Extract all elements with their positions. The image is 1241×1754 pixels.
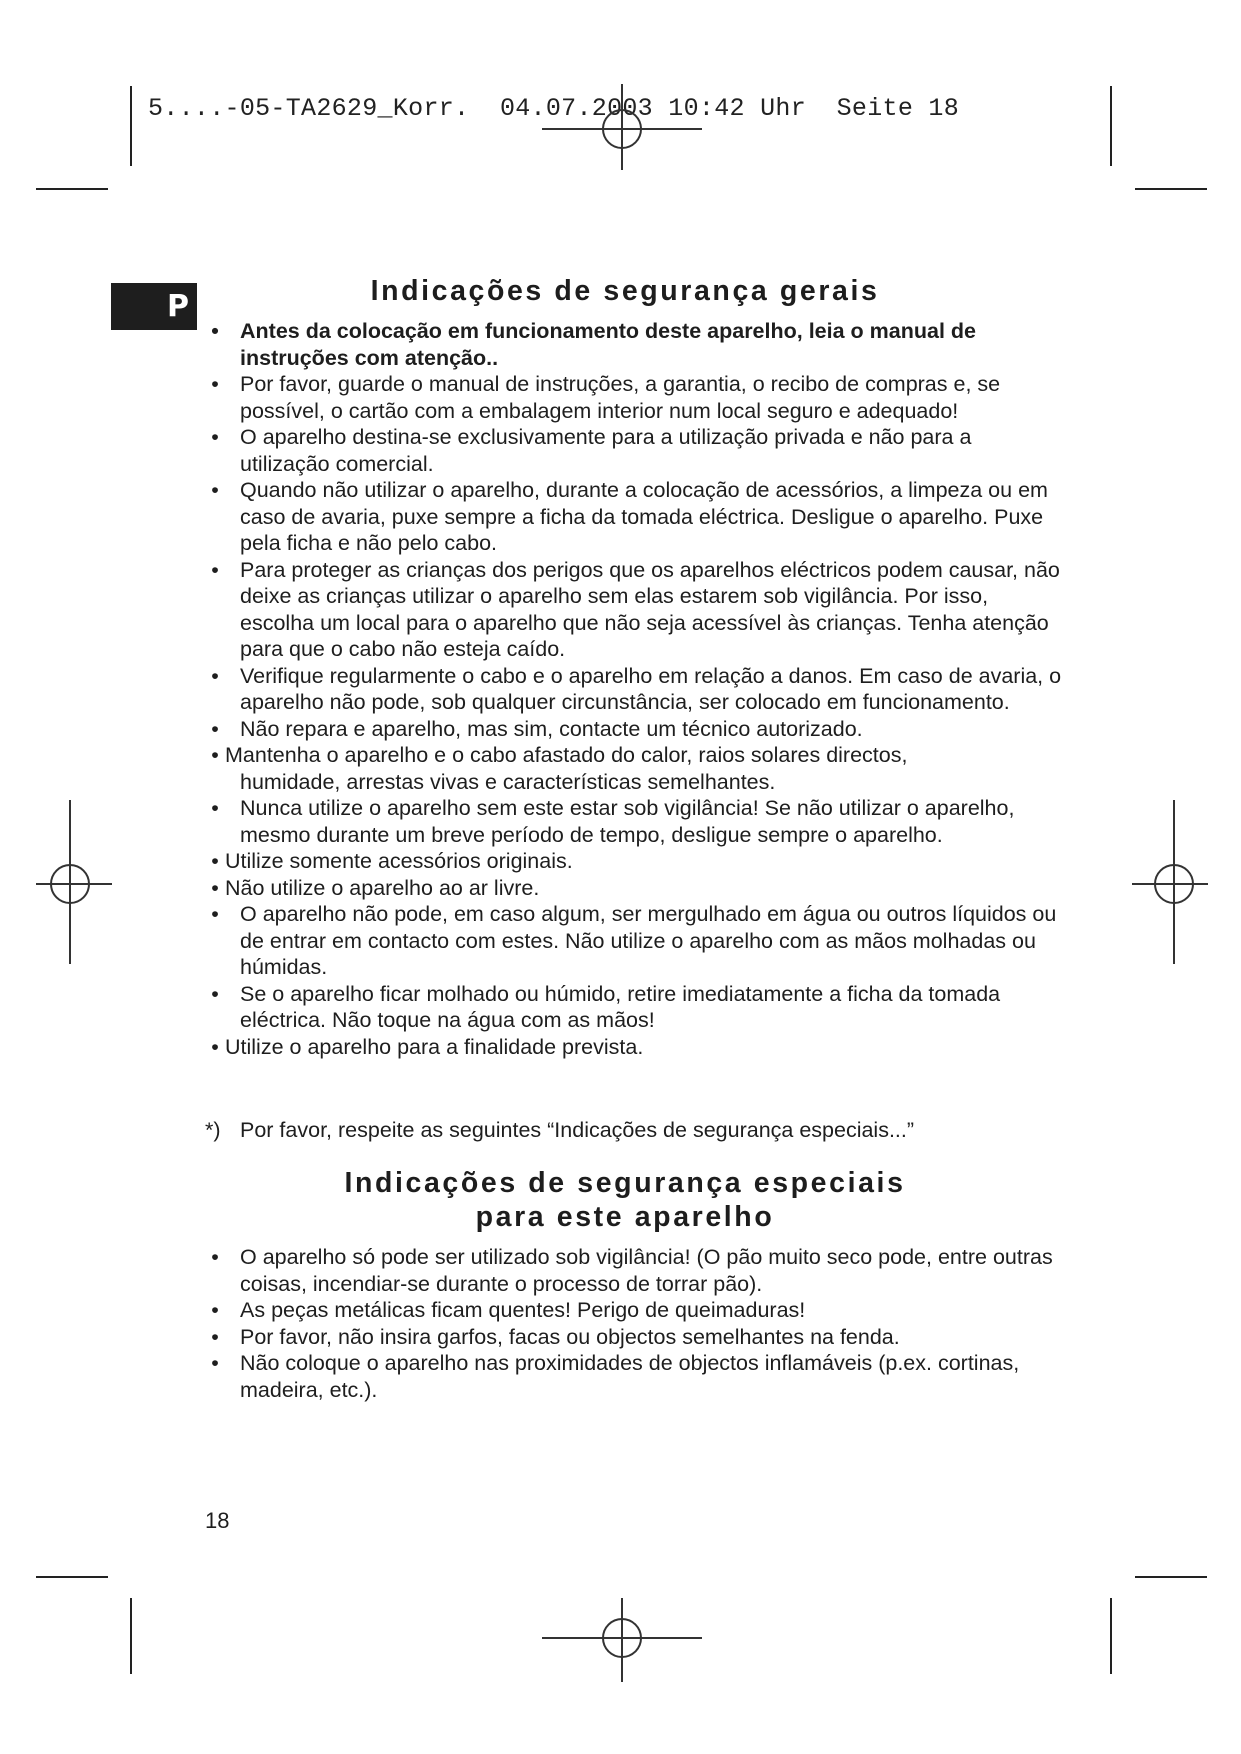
registration-mark-top-icon	[540, 84, 704, 170]
special-safety-list	[205, 1244, 1065, 1403]
crop-mark-bottom-right-h	[1135, 1576, 1207, 1578]
registration-mark-right-icon	[1130, 800, 1208, 964]
list-item: • Se o aparelho ficar molhado ou húmido, retire imediatamente a ficha da tomada eléctrica. Não toque na água com as mãos!	[211, 981, 1001, 1032]
language-tab: P	[111, 283, 197, 330]
section-title-special	[205, 1166, 1045, 1234]
list-item: • Mantenha o aparelho e o cabo afastado do calor, raios solares directos, humidade, arrestas vivas e características semelhantes.	[211, 743, 908, 794]
list-item: • Não utilize o aparelho ao ar livre.	[211, 875, 540, 900]
list-item: • Utilize o aparelho para a finalidade prevista.	[211, 1034, 644, 1059]
list-item: • Antes da colocação em funcionamento deste aparelho, leia o manual de instruções com atenção..	[211, 319, 976, 370]
list-item: • O aparelho só pode ser utilizado sob vigilância! (O pão muito seco pode, entre outras coisas, incendiar-se durante o processo de torrar pão).	[211, 1245, 1053, 1296]
list-item: • O aparelho não pode, em caso algum, ser mergulhado em água ou outros líquidos ou de entrar em contacto com estes. Não utilize o aparelho com as mãos molhadas ou húmidas.	[211, 902, 1057, 979]
list-item: • O aparelho destina-se exclusivamente para a utilização privada e não para a utilização comercial.	[211, 425, 972, 476]
list-item: • Utilize somente acessórios originais.	[211, 849, 573, 873]
crop-mark-top-right-h	[1135, 188, 1207, 190]
registration-mark-left-icon	[36, 800, 114, 964]
list-item: • Não repara e aparelho, mas sim, contacte um técnico autorizado.	[211, 716, 863, 741]
page-number: 18	[205, 1508, 230, 1533]
list-item: • Por favor, guarde o manual de instruções, a garantia, o recibo de compras e, se possível, o cartão com a embalagem interior num local seguro e adequado!	[211, 372, 1001, 423]
section-title-special-line2: para este aparelho	[475, 1201, 775, 1233]
list-item: • Não coloque o aparelho nas proximidades de objectos inflamáveis (p.ex. cortinas, madeira, etc.).	[211, 1351, 1020, 1402]
crop-mark-bottom-left-v	[130, 1598, 132, 1674]
crop-mark-top-right-v	[1110, 86, 1112, 166]
list-item: • Nunca utilize o aparelho sem este estar sob vigilância! Se não utilizar o aparelho, mesmo durante um breve período de tempo, desligue sempre o aparelho.	[211, 796, 1015, 847]
footnote	[205, 1117, 914, 1144]
registration-mark-bottom-icon	[540, 1598, 704, 1682]
section-title-general: Indicações de segurança gerais	[370, 275, 880, 307]
crop-mark-top-left-h	[36, 188, 108, 190]
footnote-marker: *)	[205, 1118, 221, 1142]
list-item: • Verifique regularmente o cabo e o aparelho em relação a danos. Em caso de avaria, o aparelho não pode, sob qualquer circunstância, ser colocado em funcionamento.	[211, 663, 1062, 714]
list-item: • Quando não utilizar o aparelho, durante a colocação de acessórios, a limpeza ou em caso de avaria, puxe sempre a ficha da tomada eléctrica. Desligue o aparelho. Puxe pela ficha e não pelo cabo.	[211, 478, 1048, 555]
print-slug: 5....-05-TA2629_Korr. 04.07.2003 10:42 Uhr Seite 18	[148, 94, 960, 123]
list-item: • As peças metálicas ficam quentes! Perigo de queimaduras!	[211, 1298, 806, 1322]
list-item: • Por favor, não insira garfos, facas ou objectos semelhantes na fenda.	[211, 1324, 900, 1349]
list-item: • Para proteger as crianças dos perigos que os aparelhos eléctricos podem causar, não deixe as crianças utilizar o aparelho sem elas estarem sob vigilância. Por isso, escolha um local para o aparelho que não seja acessível às crianças. Tenha atenção para que o cabo não esteja caído.	[211, 557, 1060, 661]
crop-mark-top-left-v	[130, 86, 132, 166]
crop-mark-bottom-left-h	[36, 1576, 108, 1578]
crop-mark-bottom-right-v	[1110, 1598, 1112, 1674]
general-safety-list	[205, 318, 1065, 1060]
footnote-text: Por favor, respeite as seguintes “Indicações de segurança especiais...”	[240, 1118, 915, 1142]
section-title-special-line1: Indicações de segurança especiais	[344, 1167, 906, 1199]
